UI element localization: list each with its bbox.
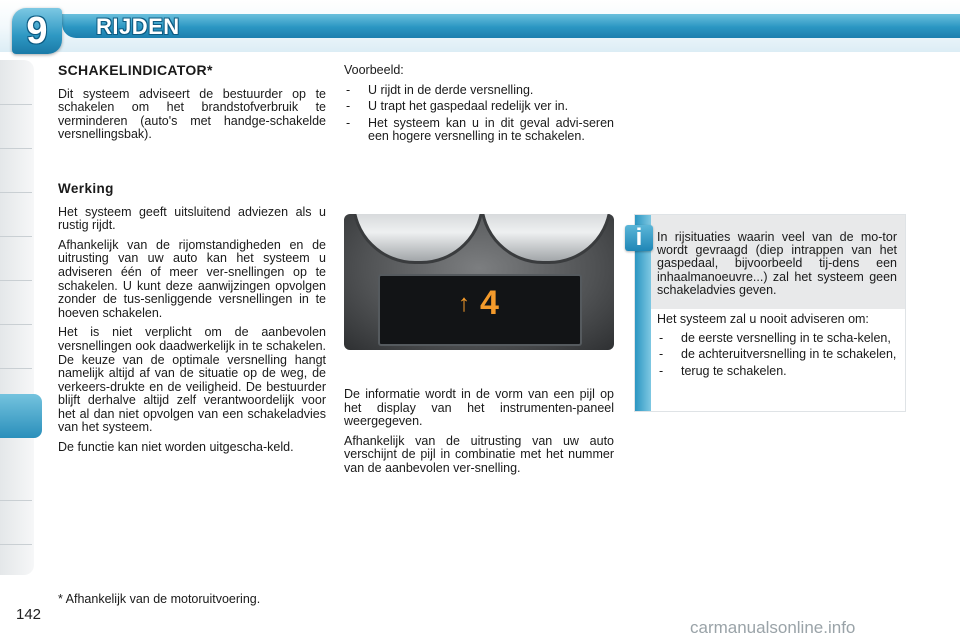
intro-paragraph: Dit systeem adviseert de bestuurder op te schakelen om het brandstofverbruik te verminderen (auto's met handge-schakelde versnellingsbak). [58, 86, 326, 142]
example-block [344, 64, 614, 147]
display-paragraph-2: Afhankelijk van de uitrusting van uw auto verschijnt de pijl in combinatie met het nummer van de aanbevolen ver-snelling. [344, 433, 614, 475]
right-gauge [480, 214, 612, 264]
chapter-title: RIJDEN [96, 14, 180, 39]
header-band [62, 14, 960, 38]
list-item: - de eerste versnelling in te scha-kelen, [657, 332, 897, 345]
side-tab-6 [0, 280, 32, 325]
list-item: - de achteruitversnelling in te schakelen, [657, 348, 897, 361]
info-highlight-text [657, 231, 897, 302]
chapter-badge [12, 8, 62, 54]
side-tab-3 [0, 148, 32, 193]
page-number: 142 [16, 606, 42, 623]
page-header [0, 0, 960, 52]
werking-heading: Werking [58, 180, 114, 196]
side-tab-11 [0, 500, 32, 545]
info-box [634, 214, 906, 412]
section-title: SCHAKELINDICATOR* [58, 62, 213, 78]
info-never-block [657, 313, 897, 381]
list-item: - U trapt het gaspedaal redelijk ver in. [344, 100, 614, 114]
info-highlight-paragraph: In rijsituaties waarin veel van de mo-tor wordt gevraagd (diep intrappen van het gaspedaal, bijvoorbeeld tij-dens een inhaalmanoeuvre...) zal het systeem geen schakeladvies geven. [657, 230, 897, 297]
display-description [344, 388, 614, 482]
left-gauge [352, 214, 484, 264]
chapter-number: 9 [26, 10, 48, 52]
gear-shift-display [378, 274, 582, 346]
werking-paragraph-4: De functie kan niet worden uitgescha-keld. [58, 440, 294, 455]
werking-paragraph-1: Het systeem geeft uitsluitend adviezen als u rustig rijdt. [58, 204, 326, 233]
info-never-label: Het systeem zal u nooit adviseren om: [657, 312, 869, 326]
instrument-panel-illustration [344, 214, 614, 350]
list-item: - U rijdt in de derde versnelling. [344, 84, 614, 98]
list-item: - terug te schakelen. [657, 365, 897, 378]
side-tab-5 [0, 236, 32, 281]
list-item: - Het systeem kan u in dit geval advi-seren een hogere versnelling in te schakelen. [344, 117, 614, 144]
werking-paragraph-2: Afhankelijk van de rijomstandigheden en de uitrusting van uw auto kan het systeem u adviseren één of meer ver-snellingen op te schakelen. U kunt deze aanwijzingen opvolgen zonder de tus-senliggende versnellingen in te hoeven schakelen. [58, 237, 326, 320]
side-tab-7 [0, 324, 32, 369]
left-column [58, 64, 326, 461]
side-tab-10 [0, 456, 32, 501]
werking-paragraph-3: Het is niet verplicht om de aanbevolen versnellingen ook daadwerkelijk in te schakelen. De keuze van de optimale versnelling hangt namelijk altijd af van de situatie op de weg, de verkeers-drukte en de veiligheid. De bestuurder blijft derhalve altijd zelf verantwoordelijk voor het al dan niet opvolgen van een schakeladvies van het systeem. [58, 325, 326, 435]
chapter-side-tabs [0, 60, 34, 575]
info-icon: i [625, 225, 653, 251]
example-list [344, 84, 614, 144]
shift-up-arrow-icon: ↑ [458, 290, 470, 317]
side-tab-active-chapter-9 [0, 394, 42, 438]
footnote: * Afhankelijk van de motoruitvoering. [58, 592, 261, 606]
example-label: Voorbeeld: [344, 63, 404, 77]
recommended-gear: 4 [480, 284, 499, 322]
side-tab-2 [0, 104, 32, 149]
display-paragraph-1: De informatie wordt in de vorm van een pijl op het display van het instrumenten-paneel weergegeven. [344, 387, 614, 429]
side-tab-4 [0, 192, 32, 237]
watermark-text: carmanualsonline.info [690, 618, 856, 637]
info-never-list [657, 332, 897, 378]
side-tab-1 [0, 60, 32, 105]
